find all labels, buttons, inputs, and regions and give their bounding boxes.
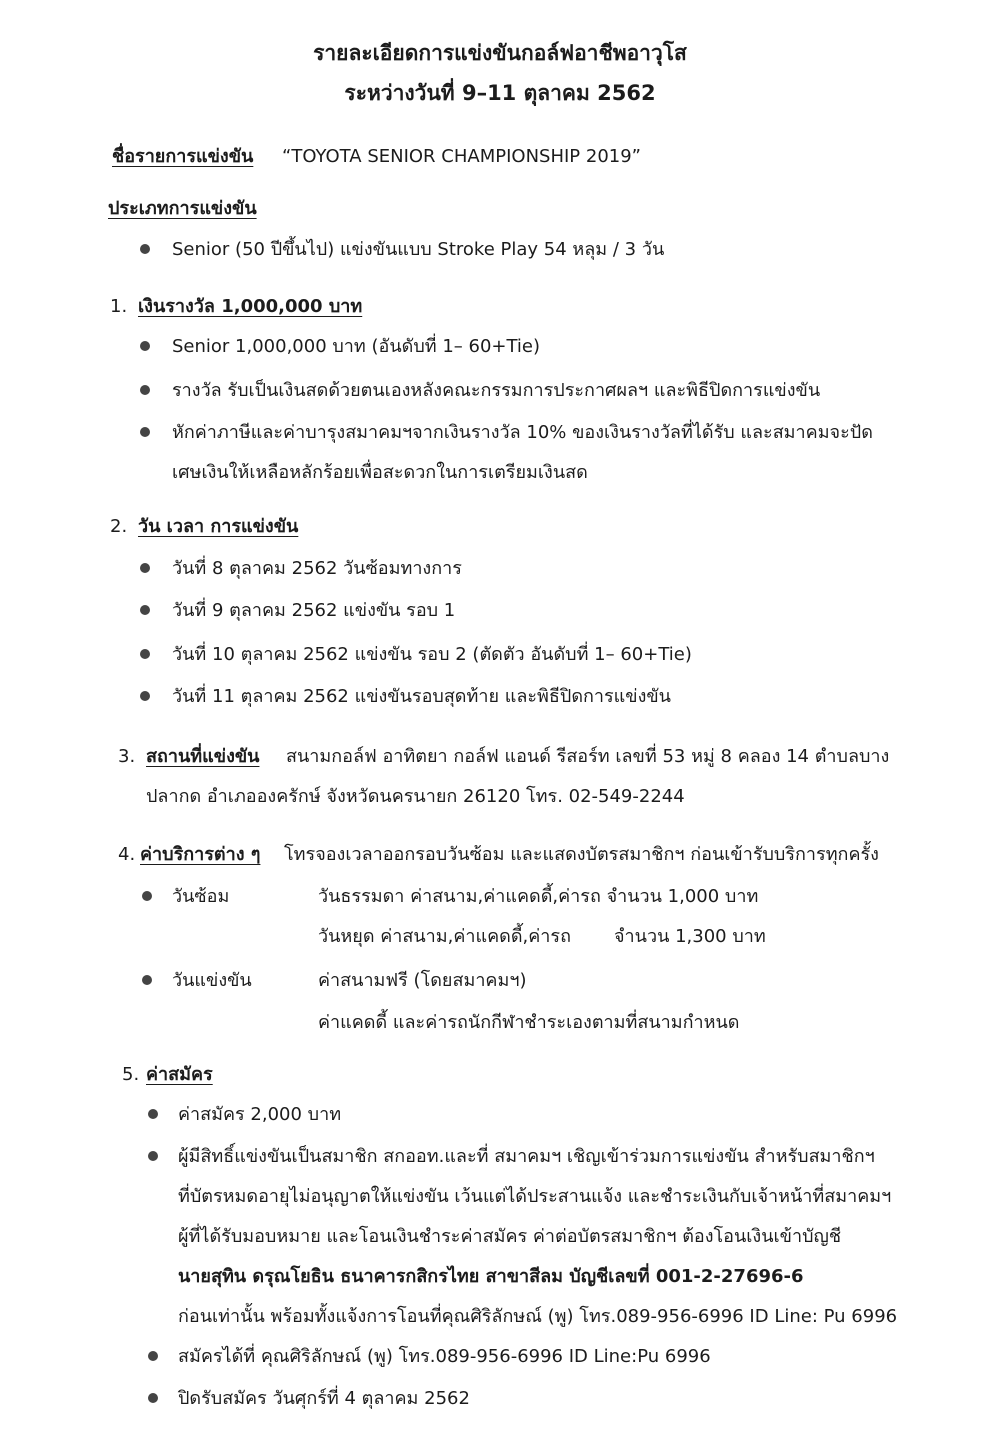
registration-deadline: ปิดรับสมัคร วันศุกร์ที่ 4 ตุลาคม 2562 (178, 1388, 470, 1409)
practice-holiday-fee: วันหยุด ค่าสนาม,ค่าแคดดี้,ค่ารถ (318, 926, 571, 947)
prize-item: หักค่าภาษีและค่าบารุงสมาคมฯจากเงินรางวัล 10% ของเงินรางวัลที่ได้รับ และสมาคมจะปัด (172, 422, 873, 443)
competition-type-heading: ประเภทการแข่งขัน (108, 198, 257, 219)
schedule-heading: วัน เวลา การแข่งขัน (138, 516, 299, 537)
bullet-icon (140, 649, 150, 659)
prize-item: Senior 1,000,000 บาท (อันดับที่ 1– 60+Tie) (172, 336, 541, 357)
registration-item-continued: ผู้ที่ได้รับมอบหมาย และโอนเงินชำระค่าสมัคร ค่าต่อบัตรสมาชิกฯ ต้องโอนเงินเข้าบัญชี (178, 1226, 842, 1247)
bullet-icon (142, 975, 152, 985)
schedule-item: วันที่ 9 ตุลาคม 2562 แข่งขัน รอบ 1 (172, 600, 456, 621)
registration-item: ค่าสมัคร 2,000 บาท (178, 1104, 342, 1125)
bullet-icon (140, 341, 150, 351)
bullet-icon (140, 427, 150, 437)
bullet-icon (148, 1393, 158, 1403)
document-subtitle-dates: ระหว่างวันที่ 9–11 ตุลาคม 2562 (344, 81, 656, 105)
competition-day-label: วันแข่งขัน (172, 970, 252, 991)
section-number: 5. (122, 1064, 140, 1085)
prize-item: รางวัล รับเป็นเงินสดด้วยตนเองหลังคณะกรรมการประกาศผลฯ และพิธีปิดการแข่งขัน (172, 380, 821, 401)
event-name: “TOYOTA SENIOR CHAMPIONSHIP 2019” (282, 146, 642, 167)
event-name-label: ชื่อรายการแข่งขัน (112, 146, 254, 167)
competition-type-item: Senior (50 ปีขึ้นไป) แข่งขันแบบ Stroke Play 54 หลุม / 3 วัน (172, 239, 665, 260)
schedule-item: วันที่ 11 ตุลาคม 2562 แข่งขันรอบสุดท้าย และพิธีปิดการแข่งขัน (172, 686, 671, 707)
bullet-icon (148, 1151, 158, 1161)
registration-item-continued: ก่อนเท่านั้น พร้อมทั้งแจ้งการโอนที่คุณศิริลักษณ์ (พู) โทร.089-956-6996 ID Line: Pu 6996 (178, 1306, 898, 1327)
fees-intro: โทรจองเวลาออกรอบวันซ้อม และแสดงบัตรสมาชิกฯ ก่อนเข้ารับบริการทุกครั้ง (284, 844, 879, 865)
section-number: 3. (118, 746, 136, 767)
bullet-icon (140, 563, 150, 573)
registration-heading: ค่าสมัคร (146, 1064, 213, 1085)
registration-item-continued: ที่บัตรหมดอายุไม่อนุญาตให้แข่งขัน เว้นแต่ได้ประสานแจ้ง และชำระเงินกับเจ้าหน้าที่สมาคมฯ (178, 1186, 892, 1207)
practice-holiday-amount: จำนวน 1,300 บาท (614, 926, 766, 947)
bullet-icon (140, 605, 150, 615)
competition-day-fee-note: ค่าแคดดี้ และค่ารถนักกีฬาชำระเองตามที่สนามกำหนด (318, 1012, 740, 1033)
registration-item: ผู้มีสิทธิ์แข่งขันเป็นสมาชิก สกออท.และที่ สมาคมฯ เชิญเข้าร่วมการแข่งขัน สำหรับสมาชิกฯ (178, 1146, 875, 1167)
bullet-icon (140, 691, 150, 701)
bullet-icon (142, 891, 152, 901)
competition-day-fee: ค่าสนามฟรี (โดยสมาคมฯ) (318, 970, 527, 991)
venue-address-continued: ปลากด อำเภอองครักษ์ จังหวัดนครนายก 26120 โทร. 02-549-2244 (146, 786, 685, 807)
section-number: 4. (118, 844, 136, 865)
bullet-icon (148, 1109, 158, 1119)
venue-heading: สถานที่แข่งขัน (146, 746, 260, 767)
practice-weekday-fee: วันธรรมดา ค่าสนาม,ค่าแคดดี้,ค่ารถ จำนวน 1,000 บาท (318, 886, 759, 907)
practice-day-label: วันซ้อม (172, 886, 230, 907)
fees-heading: ค่าบริการต่าง ๆ (140, 844, 261, 865)
bullet-icon (140, 385, 150, 395)
schedule-item: วันที่ 10 ตุลาคม 2562 แข่งขัน รอบ 2 (ตัดตัว อันดับที่ 1– 60+Tie) (172, 644, 692, 665)
bullet-icon (148, 1351, 158, 1361)
document-title: รายละเอียดการแข่งขันกอล์ฟอาชีพอาวุโส (313, 41, 687, 65)
section-number: 2. (110, 516, 128, 537)
section-number: 1. (110, 296, 128, 317)
schedule-item: วันที่ 8 ตุลาคม 2562 วันซ้อมทางการ (172, 558, 462, 579)
prize-heading: เงินรางวัล 1,000,000 บาท (138, 296, 363, 317)
prize-item-continued: เศษเงินให้เหลือหลักร้อยเพื่อสะดวกในการเตรียมเงินสด (172, 462, 588, 483)
registration-contact: สมัครได้ที่ คุณศิริลักษณ์ (พู) โทร.089-956-6996 ID Line:Pu 6996 (178, 1346, 711, 1367)
bullet-icon (140, 244, 150, 254)
bank-account-details: นายสุทิน ดรุณโยธิน ธนาคารกสิกรไทย สาขาสีลม บัญชีเลขที่ 001-2-27696-6 (178, 1266, 804, 1287)
venue-address: สนามกอล์ฟ อาทิตยา กอล์ฟ แอนด์ รีสอร์ท เลขที่ 53 หมู่ 8 คลอง 14 ตำบลบาง (286, 746, 890, 767)
